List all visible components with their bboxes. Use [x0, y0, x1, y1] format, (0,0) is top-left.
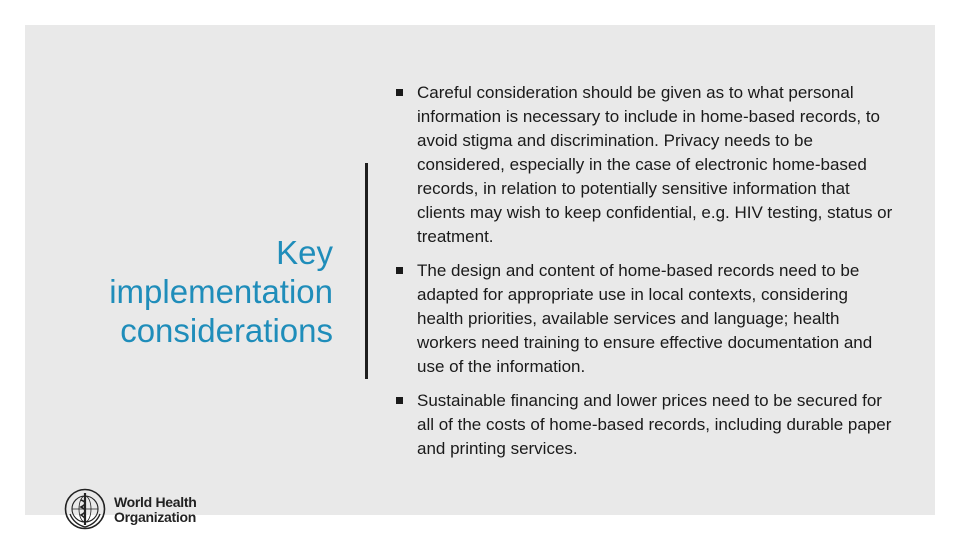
- who-emblem-icon: [64, 488, 106, 530]
- bullet-text: Sustainable financing and lower prices need to be secured for all of the costs of home-based records, including durable paper and printing services.: [417, 391, 892, 458]
- slide-title: [33, 233, 333, 350]
- square-bullet-icon: [396, 397, 403, 404]
- logo-line-2: Organization: [114, 509, 196, 525]
- bullet-item: [396, 389, 896, 461]
- who-wordmark: [114, 495, 196, 525]
- square-bullet-icon: [396, 89, 403, 96]
- square-bullet-icon: [396, 267, 403, 274]
- bullet-item: [396, 81, 896, 249]
- who-logo: [64, 488, 204, 530]
- title-line-1: Key: [276, 234, 333, 272]
- title-line-3: considerations: [120, 312, 333, 350]
- bullet-text: Careful consideration should be given as to what personal information is necessary to include in home-based records, to avoid stigma and discrimination. Privacy needs to be considered, especially in the case of electronic home-based records, in relation to potentially sensitive information that clients may wish to keep confidential, e.g. HIV testing, status or treatment.: [417, 83, 893, 246]
- title-line-2: implementation: [109, 273, 333, 311]
- bullet-item: [396, 259, 896, 379]
- bullet-text: The design and content of home-based records need to be adapted for appropriate use in local contexts, considering health priorities, available services and language; health workers need training to ensure effective documentation and use of the information.: [417, 261, 873, 376]
- logo-line-1: World Health: [114, 494, 197, 510]
- vertical-divider: [365, 163, 368, 379]
- bullet-list: [396, 81, 896, 471]
